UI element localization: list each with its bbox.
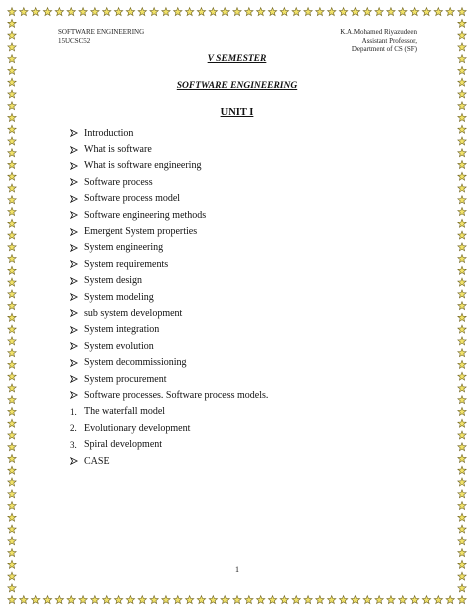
list-item — [70, 174, 268, 190]
border-star-icon — [43, 596, 51, 604]
border-star-icon — [20, 596, 28, 604]
list-item-text: Introduction — [84, 127, 134, 139]
border-star-icon — [458, 349, 466, 357]
border-star-icon — [410, 596, 418, 604]
header-author-name: K.A.Mohamed Riyazudeen — [340, 28, 417, 36]
border-star-icon — [8, 337, 16, 345]
arrow-bullet-icon — [70, 277, 84, 285]
border-star-icon — [458, 137, 466, 145]
border-star-icon — [458, 396, 466, 404]
unit-heading: UNIT I — [220, 107, 254, 118]
border-star-icon — [458, 255, 466, 263]
border-star-icon — [150, 596, 158, 604]
border-star-icon — [8, 313, 16, 321]
border-star-icon — [103, 596, 111, 604]
border-star-icon — [8, 349, 16, 357]
border-star-icon — [458, 313, 466, 321]
border-star-icon — [8, 478, 16, 486]
border-star-icon — [8, 8, 16, 16]
border-star-icon — [67, 596, 75, 604]
border-star-icon — [8, 454, 16, 462]
border-star-icon — [458, 302, 466, 310]
list-item — [70, 207, 268, 223]
border-star-icon — [458, 596, 466, 604]
list-item-text: System modeling — [84, 291, 154, 303]
border-star-icon — [126, 596, 134, 604]
list-item-text: System design — [84, 275, 143, 287]
border-star-icon — [387, 596, 395, 604]
border-star-icon — [458, 31, 466, 39]
list-item — [70, 436, 268, 452]
border-star-icon — [150, 8, 158, 16]
border-star-icon — [138, 8, 146, 16]
border-star-icon — [8, 184, 16, 192]
border-star-icon — [221, 596, 229, 604]
border-star-icon — [197, 8, 205, 16]
border-star-icon — [79, 596, 87, 604]
list-item — [70, 125, 268, 141]
arrow-bullet-icon — [70, 211, 84, 219]
arrow-bullet-icon — [70, 309, 84, 317]
list-item — [70, 305, 268, 321]
border-star-icon — [8, 549, 16, 557]
border-star-icon — [351, 596, 359, 604]
list-item — [70, 240, 268, 256]
list-item — [70, 223, 268, 239]
list-item — [70, 191, 268, 207]
border-star-icon — [422, 596, 430, 604]
border-star-icon — [197, 596, 205, 604]
arrow-bullet-icon — [70, 359, 84, 367]
border-star-icon — [458, 8, 466, 16]
list-item — [70, 158, 268, 174]
border-star-icon — [8, 196, 16, 204]
list-item — [70, 141, 268, 157]
border-star-icon — [268, 8, 276, 16]
semester-title: V SEMESTER — [207, 54, 267, 64]
list-number: 1. — [70, 406, 77, 417]
border-star-icon — [32, 596, 40, 604]
border-star-icon — [8, 490, 16, 498]
list-item-text: Software process model — [84, 193, 181, 205]
border-star-icon — [8, 502, 16, 510]
border-star-icon — [8, 360, 16, 368]
list-item-text: System evolution — [84, 340, 154, 352]
border-star-icon — [446, 596, 454, 604]
border-star-icon — [363, 596, 371, 604]
border-star-icon — [410, 8, 418, 16]
border-star-icon — [8, 43, 16, 51]
border-star-icon — [458, 278, 466, 286]
border-star-icon — [8, 31, 16, 39]
border-star-icon — [8, 137, 16, 145]
border-star-icon — [375, 8, 383, 16]
border-star-icon — [8, 431, 16, 439]
list-item — [70, 371, 268, 387]
border-star-icon — [114, 596, 122, 604]
border-star-icon — [257, 596, 265, 604]
border-star-icon — [458, 360, 466, 368]
border-star-icon — [138, 596, 146, 604]
border-star-icon — [8, 396, 16, 404]
border-star-icon — [328, 8, 336, 16]
border-star-icon — [458, 525, 466, 533]
border-star-icon — [316, 8, 324, 16]
list-item-text: System engineering — [84, 242, 164, 254]
border-star-icon — [458, 19, 466, 27]
border-star-icon — [458, 66, 466, 74]
border-star-icon — [257, 8, 265, 16]
border-star-icon — [233, 8, 241, 16]
border-star-icon — [91, 8, 99, 16]
list-item — [70, 256, 268, 272]
list-number: 2. — [70, 423, 77, 434]
border-star-icon — [339, 596, 347, 604]
border-star-icon — [8, 266, 16, 274]
arrow-bullet-icon — [70, 293, 84, 301]
list-item-text: System decommissioning — [84, 357, 187, 369]
border-star-icon — [162, 8, 170, 16]
list-item-text: Software process — [84, 176, 153, 188]
arrow-bullet-icon — [70, 375, 84, 383]
border-star-icon — [221, 8, 229, 16]
arrow-bullet-icon — [70, 146, 84, 154]
border-star-icon — [91, 596, 99, 604]
border-star-icon — [458, 149, 466, 157]
border-star-icon — [8, 596, 16, 604]
list-item — [70, 420, 268, 436]
border-star-icon — [458, 443, 466, 451]
border-star-icon — [458, 43, 466, 51]
list-item-text: System integration — [84, 324, 160, 336]
border-star-icon — [434, 8, 442, 16]
border-star-icon — [8, 90, 16, 98]
border-star-icon — [114, 8, 122, 16]
border-star-icon — [174, 8, 182, 16]
list-item — [70, 273, 268, 289]
list-item-text: System requirements — [84, 258, 169, 270]
border-star-icon — [8, 384, 16, 392]
border-star-icon — [55, 8, 63, 16]
border-star-icon — [8, 278, 16, 286]
list-number: 3. — [70, 439, 77, 450]
border-star-icon — [458, 196, 466, 204]
border-star-icon — [458, 219, 466, 227]
border-star-icon — [79, 8, 87, 16]
arrow-bullet-icon — [70, 129, 84, 137]
border-star-icon — [458, 337, 466, 345]
border-star-icon — [458, 160, 466, 168]
list-item-text: Software engineering methods — [84, 209, 207, 221]
header-left — [58, 28, 144, 45]
border-star-icon — [268, 596, 276, 604]
border-star-icon — [458, 325, 466, 333]
border-star-icon — [458, 290, 466, 298]
border-star-icon — [458, 172, 466, 180]
border-star-icon — [316, 596, 324, 604]
border-star-icon — [8, 537, 16, 545]
list-item — [70, 354, 268, 370]
border-star-icon — [209, 8, 217, 16]
border-star-icon — [458, 490, 466, 498]
border-star-icon — [8, 219, 16, 227]
border-star-icon — [8, 231, 16, 239]
arrow-bullet-icon — [70, 178, 84, 186]
border-star-icon — [8, 419, 16, 427]
arrow-bullet-icon — [70, 162, 84, 170]
border-star-icon — [458, 466, 466, 474]
border-star-icon — [8, 172, 16, 180]
border-star-icon — [8, 125, 16, 133]
border-star-icon — [458, 266, 466, 274]
border-star-icon — [304, 8, 312, 16]
page-number: 1 — [235, 565, 239, 574]
border-star-icon — [8, 290, 16, 298]
list-item-text: What is software engineering — [84, 160, 202, 172]
border-star-icon — [458, 90, 466, 98]
arrow-bullet-icon — [70, 457, 84, 465]
border-star-icon — [8, 243, 16, 251]
border-star-icon — [458, 454, 466, 462]
list-item-text: Evolutionary development — [84, 422, 191, 434]
header-course-code: 15UCSC52 — [58, 36, 91, 45]
border-star-icon — [387, 8, 395, 16]
border-star-icon — [446, 8, 454, 16]
list-item — [70, 289, 268, 305]
border-star-icon — [434, 596, 442, 604]
border-star-icon — [8, 584, 16, 592]
arrow-bullet-icon — [70, 195, 84, 203]
border-star-icon — [185, 8, 193, 16]
border-star-icon — [8, 466, 16, 474]
border-star-icon — [55, 596, 63, 604]
border-star-icon — [8, 302, 16, 310]
border-star-icon — [245, 596, 253, 604]
border-star-icon — [8, 160, 16, 168]
arrow-bullet-icon — [70, 244, 84, 252]
border-star-icon — [458, 407, 466, 415]
border-star-icon — [292, 596, 300, 604]
border-star-icon — [328, 596, 336, 604]
list-item-text: Emergent System properties — [84, 226, 198, 238]
border-star-icon — [32, 8, 40, 16]
border-star-icon — [339, 8, 347, 16]
border-star-icon — [67, 8, 75, 16]
arrow-bullet-icon — [70, 391, 84, 399]
border-star-icon — [458, 384, 466, 392]
border-star-icon — [458, 431, 466, 439]
border-star-icon — [458, 549, 466, 557]
border-star-icon — [8, 525, 16, 533]
border-star-icon — [458, 372, 466, 380]
border-star-icon — [458, 419, 466, 427]
list-item — [70, 338, 268, 354]
border-star-icon — [458, 184, 466, 192]
list-item — [70, 387, 268, 403]
header-department: Department of CS (SF) — [351, 45, 417, 53]
border-star-icon — [174, 596, 182, 604]
border-star-icon — [458, 478, 466, 486]
border-star-icon — [458, 231, 466, 239]
border-star-icon — [185, 596, 193, 604]
border-star-icon — [304, 596, 312, 604]
list-item-text: Software processes. Software process models. — [84, 389, 269, 401]
header-right — [340, 28, 417, 54]
border-star-icon — [8, 325, 16, 333]
border-star-icon — [103, 8, 111, 16]
subject-title: SOFTWARE ENGINEERING — [176, 81, 298, 91]
border-star-icon — [351, 8, 359, 16]
border-star-icon — [20, 8, 28, 16]
topic-list — [70, 125, 268, 469]
border-star-icon — [43, 8, 51, 16]
list-item — [70, 453, 268, 469]
list-item-text: System procurement — [84, 373, 167, 385]
border-star-icon — [8, 149, 16, 157]
border-star-icon — [458, 125, 466, 133]
border-star-icon — [126, 8, 134, 16]
border-star-icon — [8, 372, 16, 380]
border-star-icon — [233, 596, 241, 604]
list-item-text: What is software — [84, 144, 152, 156]
border-star-icon — [399, 596, 407, 604]
list-item-text: sub system development — [84, 307, 183, 319]
arrow-bullet-icon — [70, 228, 84, 236]
border-star-icon — [458, 584, 466, 592]
border-star-icon — [8, 513, 16, 521]
border-star-icon — [399, 8, 407, 16]
border-star-icon — [8, 443, 16, 451]
border-star-icon — [458, 502, 466, 510]
list-item-text: Spiral development — [84, 439, 163, 451]
arrow-bullet-icon — [70, 342, 84, 350]
arrow-bullet-icon — [70, 326, 84, 334]
list-item — [70, 404, 268, 420]
border-star-icon — [280, 596, 288, 604]
header-author-title: Assistant Professor, — [361, 36, 417, 45]
border-star-icon — [363, 8, 371, 16]
border-star-icon — [8, 255, 16, 263]
border-star-icon — [458, 537, 466, 545]
border-star-icon — [8, 208, 16, 216]
border-star-icon — [375, 596, 383, 604]
border-star-icon — [458, 243, 466, 251]
list-item-text: CASE — [84, 455, 110, 467]
arrow-bullet-icon — [70, 260, 84, 268]
border-star-icon — [292, 8, 300, 16]
header-course-name: SOFTWARE ENGINEERING — [58, 28, 145, 36]
border-star-icon — [8, 19, 16, 27]
border-star-icon — [280, 8, 288, 16]
border-star-icon — [8, 407, 16, 415]
border-star-icon — [422, 8, 430, 16]
border-star-icon — [458, 208, 466, 216]
border-star-icon — [458, 513, 466, 521]
border-star-icon — [209, 596, 217, 604]
border-star-icon — [245, 8, 253, 16]
list-item — [70, 322, 268, 338]
border-star-icon — [8, 66, 16, 74]
border-star-icon — [162, 596, 170, 604]
list-item-text: The waterfall model — [84, 406, 166, 418]
